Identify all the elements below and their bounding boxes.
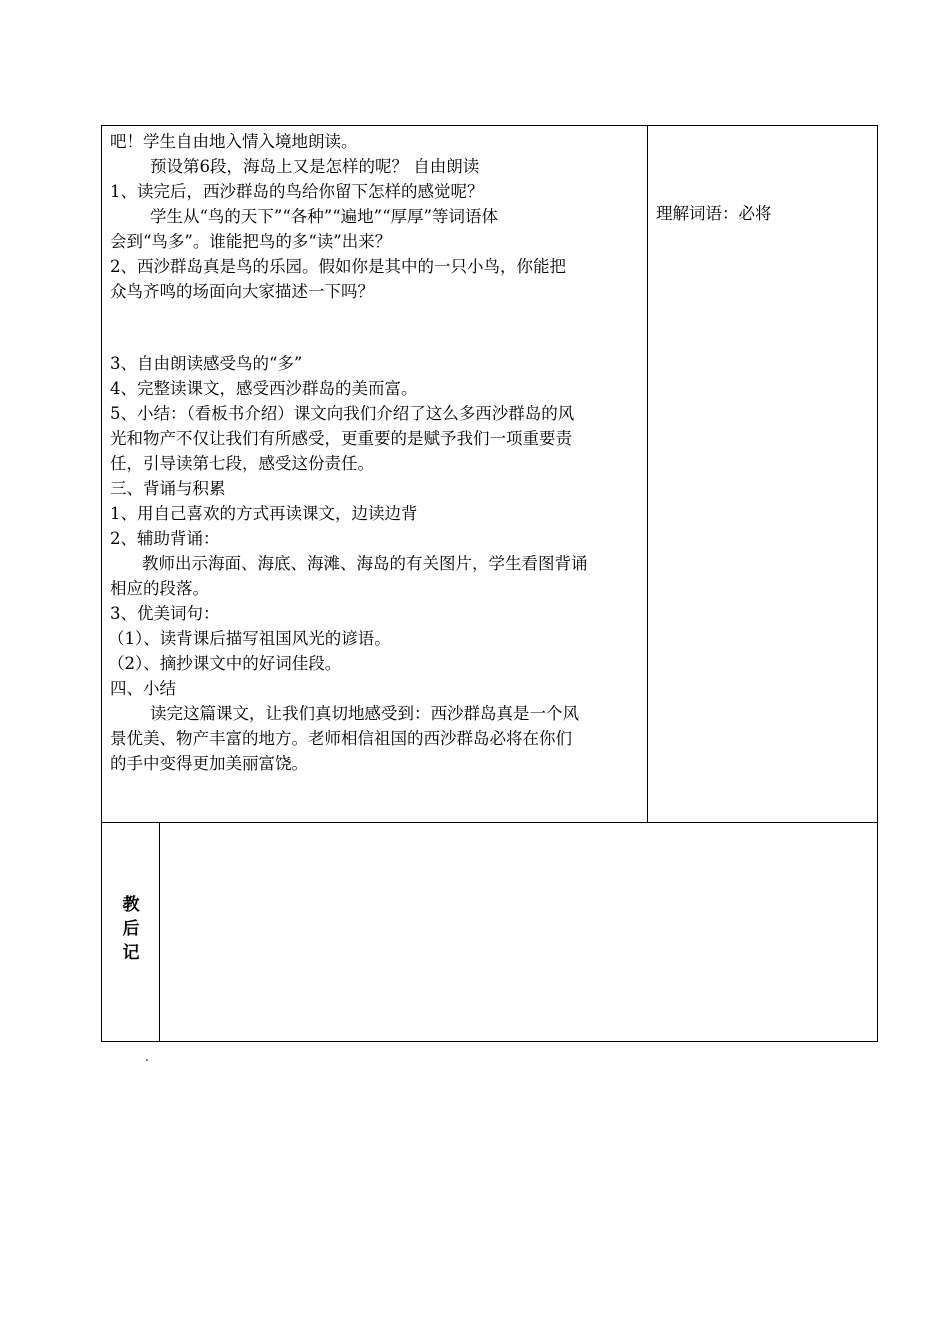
lesson-line: 3、优美词句： [110,604,220,623]
lesson-line: 预设第6段，海岛上又是怎样的呢？ 自由朗读 [150,157,480,176]
lesson-line: 的手中变得更加美丽富饶。 [110,754,308,773]
lesson-line: （1）、读背课后描写祖国风光的谚语。 [108,629,391,648]
lesson-line: 吧！学生自由地入情入境地朗读。 [110,132,358,151]
section-heading: 三、背诵与积累 [110,479,226,498]
footer-mark: . [145,1050,149,1064]
afterword-label-char: 后 [122,919,140,939]
lesson-line: 1、用自己喜欢的方式再读课文，边读边背 [110,504,418,523]
lesson-line: 1、读完后，西沙群岛的鸟给你留下怎样的感觉呢？ [110,182,484,201]
afterword-label-char: 记 [122,943,140,963]
side-note: 理解词语：必将 [656,204,772,223]
lesson-line: 3、自由朗读感受鸟的“多” [110,354,303,373]
lesson-line: 读完这篇课文，让我们真切地感受到：西沙群岛真是一个风 [150,704,579,723]
lesson-line: 2、辅助背诵： [110,529,220,548]
afterword-content-cell [160,823,877,1041]
lesson-line: 4、完整读课文，感受西沙群岛的美而富。 [110,379,418,398]
lesson-line: 任，引导读第七段，感受这份责任。 [110,454,374,473]
lesson-line: 教师出示海面、海底、海滩、海岛的有关图片，学生看图背诵 [142,554,588,573]
lesson-line: 相应的段落。 [110,579,209,598]
section-heading: 四、小结 [110,679,176,698]
lesson-content-cell [102,126,648,823]
afterword-label-char: 教 [122,895,140,915]
side-note-cell [648,126,877,823]
lesson-line: 2、西沙群岛真是鸟的乐园。假如你是其中的一只小鸟，你能把 [110,257,566,276]
lesson-line: 5、小结：（看板书介绍）课文向我们介绍了这么多西沙群岛的风 [110,404,575,423]
lesson-table [101,125,878,1042]
lesson-line: 会到“鸟多”。谁能把鸟的多“读”出来？ [110,232,392,251]
afterword-label-cell [102,823,160,1041]
lesson-line: 景优美、物产丰富的地方。老师相信祖国的西沙群岛必将在你们 [110,729,572,748]
lesson-line: （2）、摘抄课文中的好词佳段。 [108,654,342,673]
lesson-line: 光和物产不仅让我们有所感受，更重要的是赋予我们一项重要责 [110,429,572,448]
lesson-line: 学生从“鸟的天下”“各种”“遍地”“厚厚”等词语体 [150,207,498,226]
lesson-line: 众鸟齐鸣的场面向大家描述一下吗？ [110,282,374,301]
